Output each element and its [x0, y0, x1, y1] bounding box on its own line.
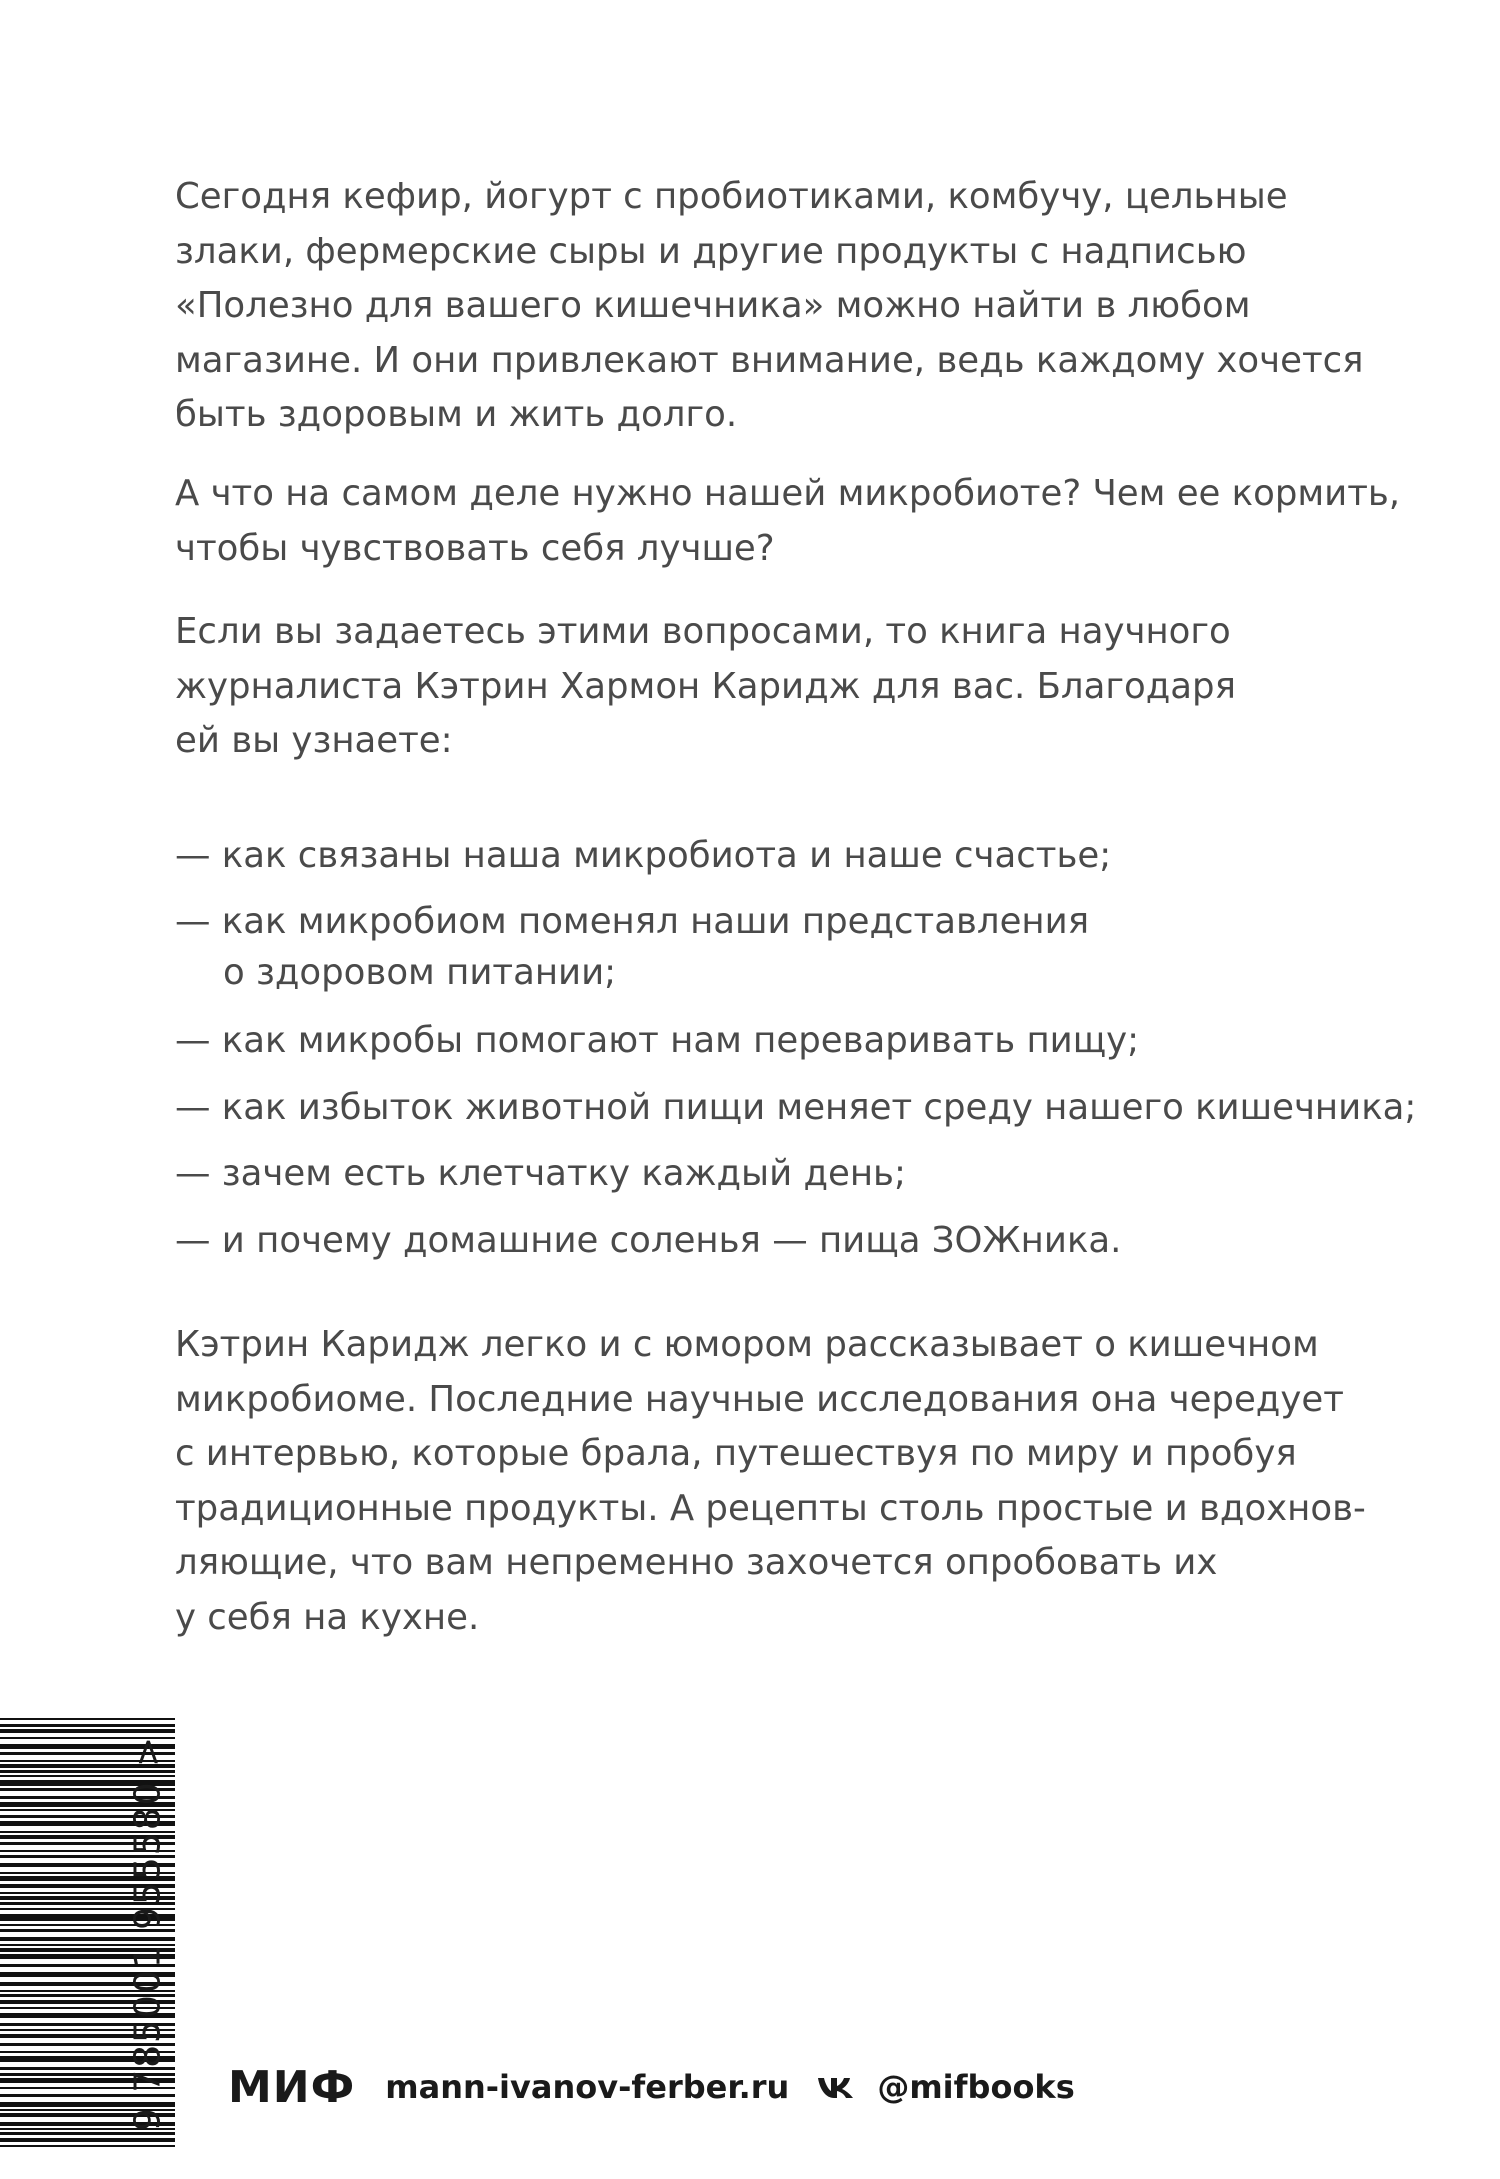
- barcode-digits: [118, 1718, 178, 2148]
- list-item: [175, 1148, 906, 1199]
- closing-line: с интервью, которые брала, путешествуя по миру и пробуя: [175, 1433, 1297, 1474]
- intro-line: Сегодня кефир, йогурт с пробиотиками, комбучу, цельные: [175, 176, 1288, 217]
- list-item-text: — как связаны наша микробиота и наше счастье;: [175, 835, 1112, 876]
- list-item: [175, 830, 1111, 881]
- question-line: А что на самом деле нужно нашей микробиоте? Чем ее кормить,: [175, 473, 1401, 514]
- lead-line: журналиста Кэтрин Хармон Каридж для вас. Благодаря: [175, 665, 1236, 707]
- closing-line: микробиоме. Последние научные исследования она чередует: [175, 1378, 1344, 1420]
- list-item-text: — как избыток животной пищи меняет среду нашего кишечника;: [175, 1087, 1417, 1128]
- publisher-logo: [228, 2062, 355, 2113]
- list-item: [175, 1082, 1416, 1133]
- closing-line: ляющие, что вам непременно захочется опробовать их: [175, 1542, 1218, 1583]
- question-line: чтобы чувствовать себя лучше?: [175, 527, 775, 569]
- intro-paragraph: [175, 170, 1375, 443]
- lead-line: Если вы задаетесь этими вопросами, то книга научного: [175, 611, 1231, 652]
- intro-line: злаки, фермерские сыры и другие продукты с надписью: [175, 230, 1247, 272]
- publisher-footer: [228, 2052, 1075, 2122]
- list-item-text: — и почему домашние соленья — пища ЗОЖника.: [175, 1220, 1122, 1261]
- intro-line: быть здоровым и жить долго.: [175, 394, 738, 435]
- logo-text: МИФ: [228, 2061, 356, 2113]
- closing-line: Кэтрин Каридж легко и с юмором рассказывает о кишечном: [175, 1324, 1319, 1365]
- list-item-text: — зачем есть клетчатку каждый день;: [175, 1153, 906, 1194]
- question-paragraph: [175, 467, 1401, 576]
- intro-line: магазине. И они привлекают внимание, ведь каждому хочется: [175, 339, 1364, 381]
- social-handle[interactable]: @mifbooks: [877, 2068, 1075, 2106]
- list-item-continuation: о здоровом питании;: [223, 952, 617, 993]
- closing-line: у себя на кухне.: [175, 1596, 480, 1638]
- list-item: [175, 1215, 1121, 1266]
- isbn-digits: 9 785001 955580 >: [127, 1734, 169, 2132]
- lead-line: ей вы узнаете:: [175, 720, 453, 761]
- list-item: [175, 896, 1089, 998]
- vk-icon: [817, 2075, 857, 2099]
- intro-line: «Полезно для вашего кишечника» можно найти в любом: [175, 285, 1251, 326]
- closing-paragraph: [175, 1318, 1375, 1645]
- list-item-text: — как микробы помогают нам переваривать пищу;: [175, 1020, 1140, 1061]
- closing-line: традиционные продукты. А рецепты столь простые и вдохнов-: [175, 1487, 1366, 1529]
- list-item: [175, 1015, 1139, 1066]
- lead-paragraph: [175, 605, 1375, 769]
- list-item-text: — как микробиом поменял наши представления: [175, 901, 1090, 942]
- website-link[interactable]: mann-ivanov-ferber.ru: [385, 2068, 790, 2106]
